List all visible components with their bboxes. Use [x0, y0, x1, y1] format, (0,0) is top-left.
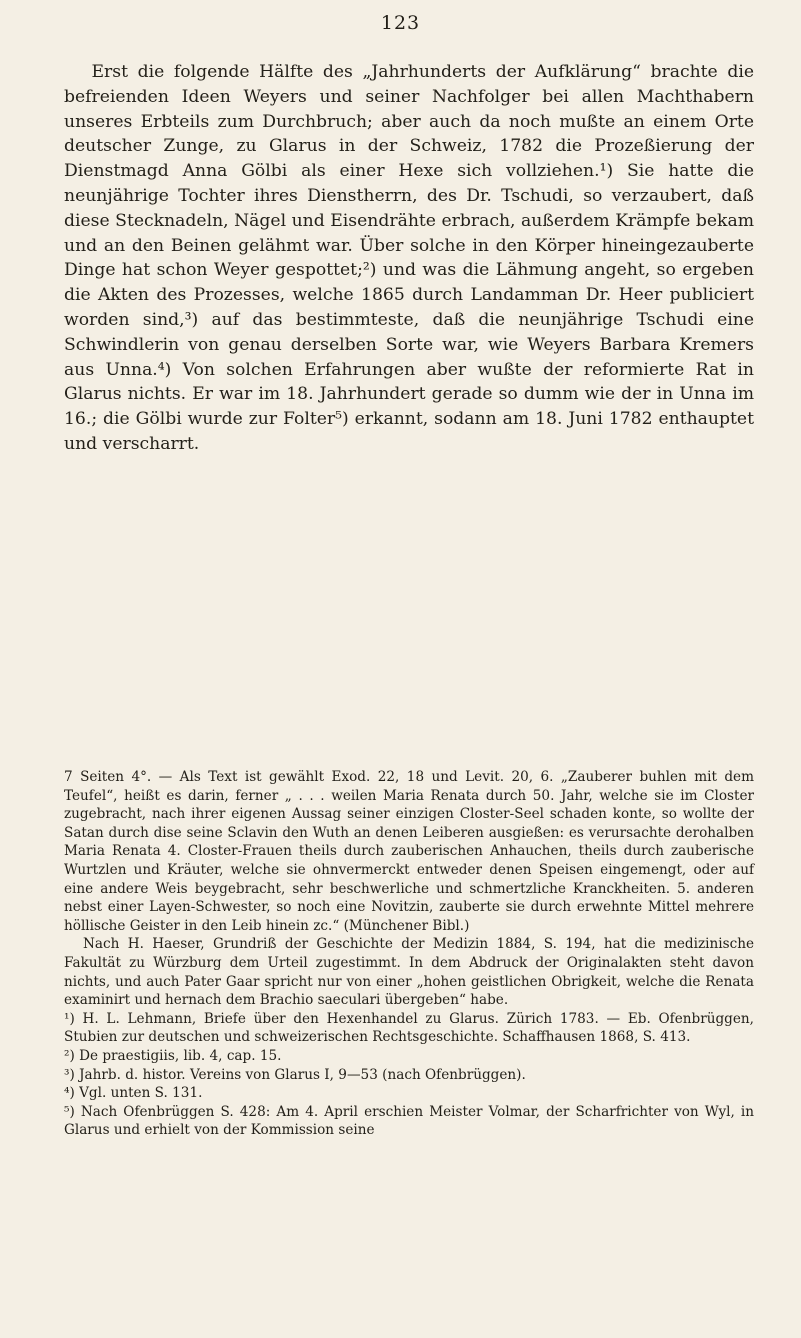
continued-note: 7 Seiten 4°. — Als Text ist gewählt Exod. 22, 18 und Levit. 20, 6. „Zauberer buhlen mit dem Teufel“, heißt es darin, ferner „ . . . weilen Maria Renata durch 50. Jahr, welche sie im Closter zugebracht, nach ihrer eigenen Aussag seiner einzigen Closter-Seel schaden konte, so wollte der Satan durch dise seine Sclavin den Wuth an denen Leiberen ausgießen: es verursachte derohalben Maria Renata 4. Closter-Frauen theils durch zauberischen Anhauchen, theils durch zauberische Wurtzlen und Kräuter, welche sie ohnvermerckt entweder denen Speisen eingemengt, oder auf eine andere Weis beygebracht, sehr beschwerliche und schmertzliche Kranckheiten. 5. anderen nebst einer Layen-Schwester, so noch eine Novitzin, zauberte sie durch erwehnte Mittel mehrere höllische Geister in den Leib hinein zc.“ (Münchener Bibl.)	[64, 769, 754, 934]
footnote-4: ⁴) Vgl. unten S. 131.	[64, 1085, 203, 1102]
footnote-3: ³) Jahrb. d. histor. Vereins von Glarus I, 9—53 (nach Ofenbrüggen).	[64, 1066, 526, 1083]
main-paragraph: Erst die folgende Hälfte des „Jahrhunderts der Aufklärung“ brachte die befreienden Ideen Weyers und seiner Nachfolger bei allen Machthabern unseres Erbteils zum Durchbruch; aber auch da noch mußte an einem Orte deutscher Zunge, zu Glarus in der Schweiz, 1782 die Prozeßierung der Dienstmagd Anna Gölbi als einer Hexe sich vollziehen.¹) Sie hatte die neunjährige Tochter ihres Dienstherrn, des Dr. Tschudi, so verzaubert, daß diese Stecknadeln, Nägel und Eisendrähte erbrach, außerdem Krämpfe bekam und an den Beinen gelähmt war. Über solche in den Körper hineingezauberte Dinge hat schon Weyer gespottet;²) und was die Lähmung angeht, so ergeben die Akten des Prozesses, welche 1865 durch Landamman Dr. Heer publiciert worden sind,³) auf das bestimmteste, daß die neunjährige Tschudi eine Schwindlerin von genau derselben Sorte war, wie Weyers Barbara Kremers aus Unna.⁴) Von solchen Erfahrungen aber wußte der reformierte Rat in Glarus nichts. Er war im 18. Jahrhundert gerade so dumm wie der in Unna im 16.; die Gölbi wurde zur Folter⁵) erkannt, sodann am 18. Juni 1782 enthauptet und verscharrt.	[64, 62, 754, 454]
main-text	[64, 60, 754, 457]
continued-note-2: Nach H. Haeser, Grundriß der Geschichte der Medizin 1884, S. 194, hat die medizinische Fakultät zu Würzburg dem Urteil zugestimmt. In dem Abdruck der Originalakten steht davon nichts, und auch Pater Gaar spricht nur von einer „hohen geistlichen Obrigkeit, welche die Renata examinirt und hernach dem Brachio saeculari übergeben“ habe.	[64, 936, 754, 1009]
page-number: 123	[380, 12, 421, 34]
footnote-5: ⁵) Nach Ofenbrüggen S. 428: Am 4. April erschien Meister Volmar, der Scharfrichter von Wyl, in Glarus und erhielt von der Kommission seine	[64, 1103, 754, 1139]
footnote-1: ¹) H. L. Lehmann, Briefe über den Hexenhandel zu Glarus. Zürich 1783. — Eb. Ofenbrüggen, Stubien zur deutschen und schweizerischen Rechtsgeschichte. Schaffhausen 1868, S. 413.	[64, 1010, 754, 1046]
footnote-2: ²) De praestigiis, lib. 4, cap. 15.	[64, 1047, 282, 1064]
notes-section	[64, 768, 754, 1140]
